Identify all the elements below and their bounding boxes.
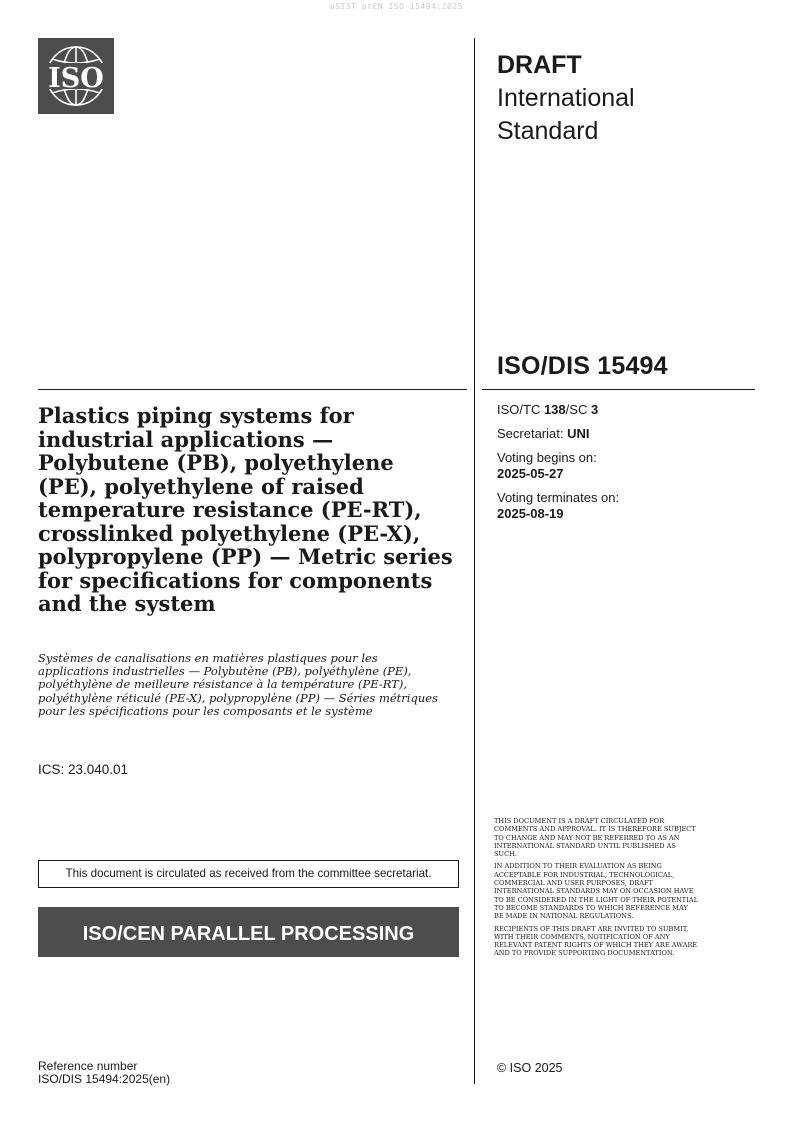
circulation-note: This document is circulated as received from the committee secretariat. (38, 860, 459, 888)
title-rule-left (38, 389, 467, 390)
voting-terminates-label: Voting terminates on: (497, 490, 620, 505)
parallel-processing-banner: ISO/CEN PARALLEL PROCESSING (38, 907, 459, 957)
draft-heading (497, 49, 635, 148)
document-number: ISO/DIS 15494 (497, 352, 668, 380)
iso-logo (38, 38, 114, 114)
ics-code: ICS: 23.040.01 (38, 762, 129, 777)
reference-label: Reference number (38, 1059, 138, 1073)
copyright: © ISO 2025 (497, 1061, 563, 1075)
logo-text: ISO (48, 63, 104, 94)
notice-paragraph-3: RECIPIENTS OF THIS DRAFT ARE INVITED TO SUBMIT, WITH THEIR COMMENTS, NOTIFICATION OF ANY RELEVANT PATENT RIGHTS OF WHICH THEY ARE AWARE AND TO PROVIDE SUPPORTING DOCUMENTATION. (494, 924, 698, 958)
voting-begins-date: 2025-05-27 (497, 466, 564, 481)
french-title: Systèmes de canalisations en matières plastiques pour les applications industrielles — Polybutène (PB), polyéthylène (PE), polyéthylène de meilleure résistance à la température (PE-RT), polyéthylène réticulé (PE-X), polypropylène (PP) — Séries métriques pour les spécifications pour les composants et le système (38, 651, 438, 718)
watermark: oSIST prEN ISO 15494:2025 (330, 2, 463, 11)
draft-label: DRAFT (497, 51, 582, 79)
voting-begins-row (497, 450, 747, 482)
notice-paragraph-2: IN ADDITION TO THEIR EVALUATION AS BEING ACCEPTABLE FOR INDUSTRIAL, TECHNOLOGICAL, COMMERCIAL AND USER PURPOSES, DRAFT INTERNATIONAL STANDARDS MAY ON OCCASION HAVE TO BE CONSIDERED IN THE LIGHT OF THEIR POTENTIAL TO BECOME STANDARDS TO WHICH REFERENCE MAY BE MADE IN NATIONAL REGULATIONS. (494, 862, 698, 921)
draft-notice (494, 817, 699, 962)
reference-number (38, 1060, 170, 1086)
voting-terminates-row (497, 490, 747, 522)
draft-line-standard: Standard (497, 117, 599, 145)
reference-value: ISO/DIS 15494:2025(en) (38, 1072, 171, 1086)
tc-prefix: ISO/TC (497, 402, 544, 417)
column-divider (474, 38, 475, 1084)
tc-number: 138 (543, 402, 566, 417)
title-rule-right (482, 389, 755, 390)
voting-begins-label: Voting begins on: (497, 450, 597, 465)
iso-globe-logo-icon (38, 38, 114, 114)
draft-line-international: International (497, 84, 635, 112)
voting-terminates-date: 2025-08-19 (497, 506, 564, 521)
english-title: Plastics piping systems for industrial applications — Polybutene (PB), polyethylene (PE), polyethylene of raised temperature resistance (PE-RT), crosslinked polyethylene (PE-X), polypropylene (PP) — Metric series for specifications for components and the system (38, 403, 453, 616)
document-meta (497, 402, 747, 530)
committee-row (497, 402, 747, 418)
secretariat-value: UNI (567, 426, 590, 441)
sc-number: 3 (590, 402, 599, 417)
secretariat-row (497, 426, 747, 442)
notice-paragraph-1: THIS DOCUMENT IS A DRAFT CIRCULATED FOR COMMENTS AND APPROVAL. IT IS THEREFORE SUBJECT TO CHANGE AND MAY NOT BE REFERRED TO AS AN INTERNATIONAL STANDARD UNTIL PUBLISHED AS SUCH. (494, 817, 696, 859)
secretariat-label: Secretariat: (497, 426, 568, 441)
sc-prefix: /SC (565, 402, 591, 417)
